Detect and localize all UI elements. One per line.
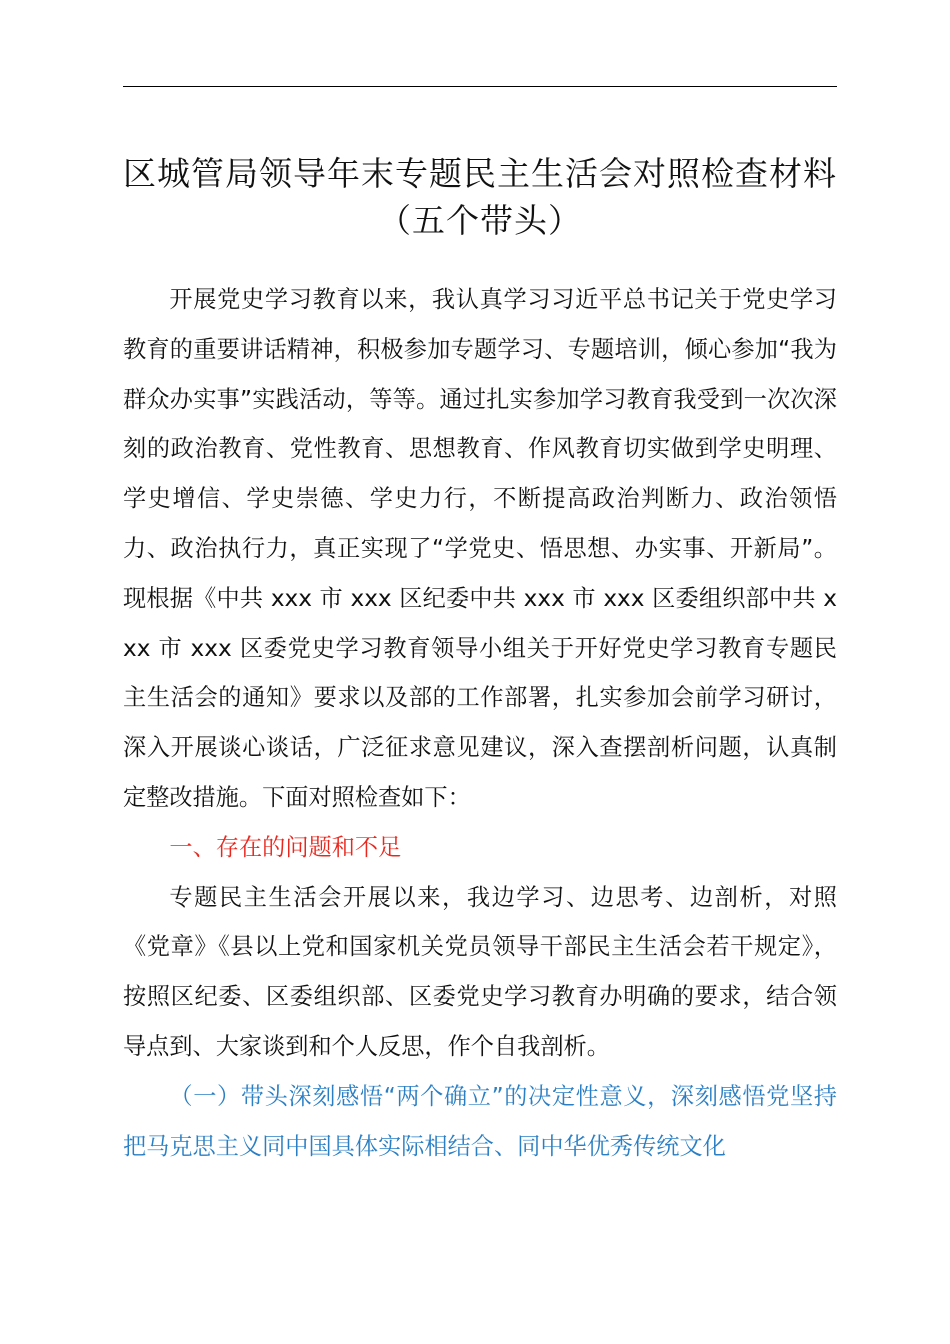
subsection-heading: （一）带头深刻感悟“两个确立”的决定性意义，深刻感悟党坚持把马克思主义同中国具体实际相结合、同中华优秀传统文化 bbox=[123, 1082, 837, 1160]
header-rule bbox=[123, 86, 837, 87]
section-heading: 一、存在的问题和不足 bbox=[169, 833, 402, 861]
document-body bbox=[123, 275, 837, 1171]
document-title: 区城管局领导年末专题民主生活会对照检查材料（五个带头） bbox=[123, 154, 837, 240]
paragraph-self-analysis: 专题民主生活会开展以来，我边学习、边思考、边剖析，对照《党章》《县以上党和国家机关党员领导干部民主生活会若干规定》，按照区纪委、区委组织部、区委党史学习教育办明确的要求，结合领导点到、大家谈到和个人反思，作个自我剖析。 bbox=[123, 883, 837, 1060]
paragraph-intro: 开展党史学习教育以来，我认真学习习近平总书记关于党史学习教育的重要讲话精神，积极参加专题学习、专题培训，倾心参加“我为群众办实事”实践活动，等等。通过扎实参加学习教育我受到一次次深刻的政治教育、党性教育、思想教育、作风教育切实做到学史明理、学史增信、学史崇德、学史力行，不断提高政治判断力、政治领悟力、政治执行力，真正实现了“学党史、悟思想、办实事、开新局”。现根据《中共 xxx 市 xxx 区纪委中共 xxx 市 xxx 区委组织部中共 xxx 市 xxx 区委党史学习教育领导小组关于开好党史学习教育专题民主生活会的通知》要求以及部的工作部署，扎实参加会前学习研讨，深入开展谈心谈话，广泛征求意见建议，深入查摆剖析问题，认真制定整改措施。下面对照检查如下： bbox=[123, 286, 837, 811]
